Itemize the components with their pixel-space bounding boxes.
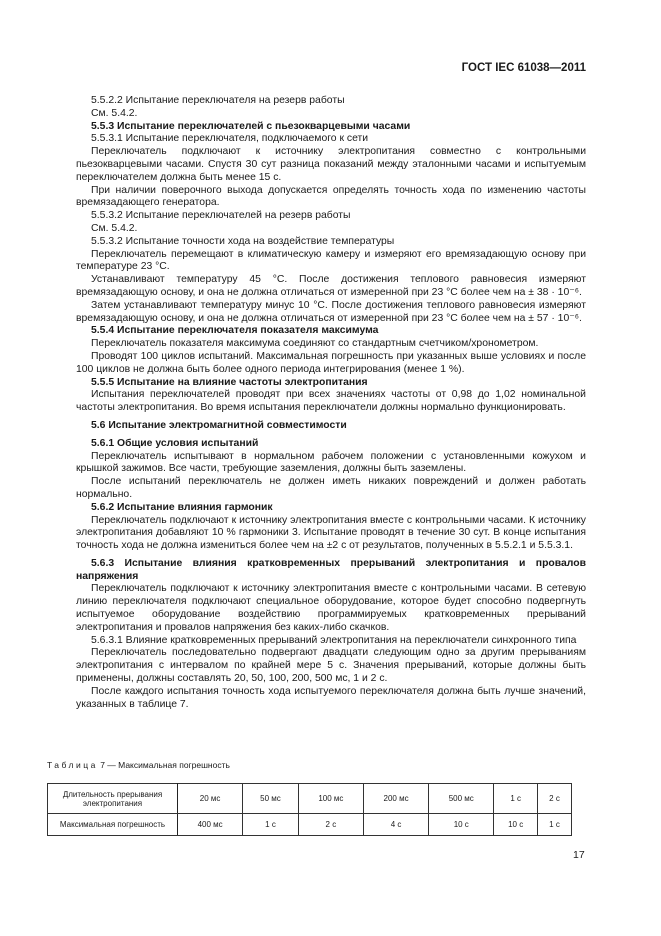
table-row bbox=[48, 814, 572, 836]
table-cell: 2 с bbox=[298, 814, 363, 836]
paragraph: 5.5.3.1 Испытание переключателя, подключаемого к сети bbox=[91, 133, 369, 145]
paragraph: После испытаний переключатель не должен иметь никаких повреждений и должен работать нормально. bbox=[76, 476, 586, 500]
paragraph: Переключатель подключают к источнику электропитания вместе с контрольными часами. В сетевую линию переключателя подключают специальное оборудование, которое будет способно подвергнуть испытуемое оборудование воздействию программируемых кратковременных прерываний электропитания и провалов напряжения без каких-либо скачков. bbox=[76, 583, 586, 633]
section-heading: 5.5.4 Испытание переключателя показателя максимума bbox=[91, 325, 379, 337]
paragraph: При наличии поверочного выхода допускается определять точность хода по изменению частоты времязадающего генератора. bbox=[76, 184, 586, 209]
table-caption-label: Таблица bbox=[47, 760, 98, 770]
row-header: Длительность прерывания электропитания bbox=[48, 784, 178, 814]
paragraph: См. 5.4.2. bbox=[91, 222, 138, 234]
paragraph: После каждого испытания точность хода испытуемого переключателя должна быть лучше значений, указанных в таблице 7. bbox=[76, 685, 586, 710]
paragraph: Переключатель показателя максимума соединяют со стандартным счетчиком/хронометром. bbox=[91, 338, 539, 350]
table-cell: 1 с bbox=[243, 814, 299, 836]
paragraph: Переключатель подключают к источнику электропитания вместе с контрольными часами. К источнику электропитания добавляют 10 % гармоники 3. Испытание проводят в течение 30 сут. В конце испытания точность хода не должна измениться более чем на ±2 с от результатов, полученных в 5.5.2.1 и 5.5.3.1. bbox=[76, 514, 586, 552]
table-cell: 4 с bbox=[363, 814, 428, 836]
paragraph: Затем устанавливают температуру минус 10 °C. После достижения теплового равновесия измеряют времязадающую основу, и она не должна отличаться от измеренной при 23 °C более чем на ± 57 · 10⁻⁶. bbox=[76, 299, 586, 324]
table-caption-title: 7 — Максимальная погрешность bbox=[100, 760, 230, 770]
table-cell: 10 с bbox=[429, 814, 494, 836]
row-header: Максимальная погрешность bbox=[48, 814, 178, 836]
table-cell: 100 мс bbox=[298, 784, 363, 814]
paragraph: Испытания переключателей проводят при всех значениях частоты от 0,98 до 1,02 номинальной частоты электропитания. Во время испытания переключатели должны нормально функционировать. bbox=[76, 389, 586, 414]
table-cell: 1 с bbox=[494, 784, 538, 814]
section-heading: 5.5.3 Испытание переключателей с пьезокварцевыми часами bbox=[91, 120, 411, 132]
section-heading: 5.6 Испытание электромагнитной совместимости bbox=[91, 419, 347, 431]
paragraph: Проводят 100 циклов испытаний. Максимальная погрешность при указанных выше условиях и после 100 циклов не должна быть более одного периода интегрирования (менее 1 %). bbox=[76, 350, 586, 375]
paragraph: Переключатель подключают к источнику электропитания совместно с контрольными пьезокварцевыми часами. Спустя 30 сут разница показаний между эталонными часами и испытуемым переключателем должна быть менее 15 с. bbox=[76, 146, 586, 183]
page-number: 17 bbox=[573, 849, 585, 861]
section-heading: 5.6.3 Испытание влияния кратковременных прерываний электропитания и провалов напряжения bbox=[76, 557, 586, 582]
table-cell: 500 мс bbox=[429, 784, 494, 814]
paragraph: 5.5.2.2 Испытание переключателя на резерв работы bbox=[91, 95, 345, 106]
table-caption bbox=[47, 760, 230, 770]
table-cell: 20 мс bbox=[178, 784, 243, 814]
table-cell: 2 с bbox=[537, 784, 571, 814]
document-header: ГОСТ IEC 61038—2011 bbox=[461, 62, 586, 74]
table-cell: 10 с bbox=[494, 814, 538, 836]
paragraph: 5.6.3.1 Влияние кратковременных прерываний электропитания на переключатели синхронного типа bbox=[91, 634, 577, 646]
paragraph: См. 5.4.2. bbox=[91, 107, 138, 119]
table-cell: 200 мс bbox=[363, 784, 428, 814]
table-cell: 1 с bbox=[537, 814, 571, 836]
table-cell: 400 мс bbox=[178, 814, 243, 836]
table-cell: 50 мс bbox=[243, 784, 299, 814]
section-heading: 5.6.1 Общие условия испытаний bbox=[91, 437, 259, 449]
paragraph: Переключатель испытывают в нормальном рабочем положении с установленными кожухом и крышкой зажимов. Все части, требующие заземления, должны быть заземлены. bbox=[76, 450, 586, 475]
table-row bbox=[48, 784, 572, 814]
paragraph: Переключатель последовательно подвергают двадцати следующим одно за другим прерываниям электропитания с интервалом по крайней мере 5 с. Значения прерываний, которые должны быть применены, должны составлять 20, 50, 100, 200, 500 мс, 1 и 2 с. bbox=[76, 647, 586, 685]
section-heading: 5.6.2 Испытание влияния гармоник bbox=[91, 501, 273, 513]
paragraph: 5.5.3.2 Испытание точности хода на воздействие температуры bbox=[91, 235, 395, 247]
max-error-table bbox=[47, 783, 572, 836]
paragraph: 5.5.3.2 Испытание переключателей на резерв работы bbox=[91, 210, 351, 222]
body-text bbox=[76, 95, 586, 711]
paragraph: Устанавливают температуру 45 °C. После достижения теплового равновесия измеряют времязадающую основу, и она не должна отличаться от измеренной при 23 °C более чем на ± 38 · 10⁻⁶. bbox=[76, 274, 586, 298]
paragraph: Переключатель перемещают в климатическую камеру и измеряют его времязадающую основу при температуре 23 °C. bbox=[76, 248, 586, 273]
section-heading: 5.5.5 Испытание на влияние частоты электропитания bbox=[91, 376, 368, 388]
